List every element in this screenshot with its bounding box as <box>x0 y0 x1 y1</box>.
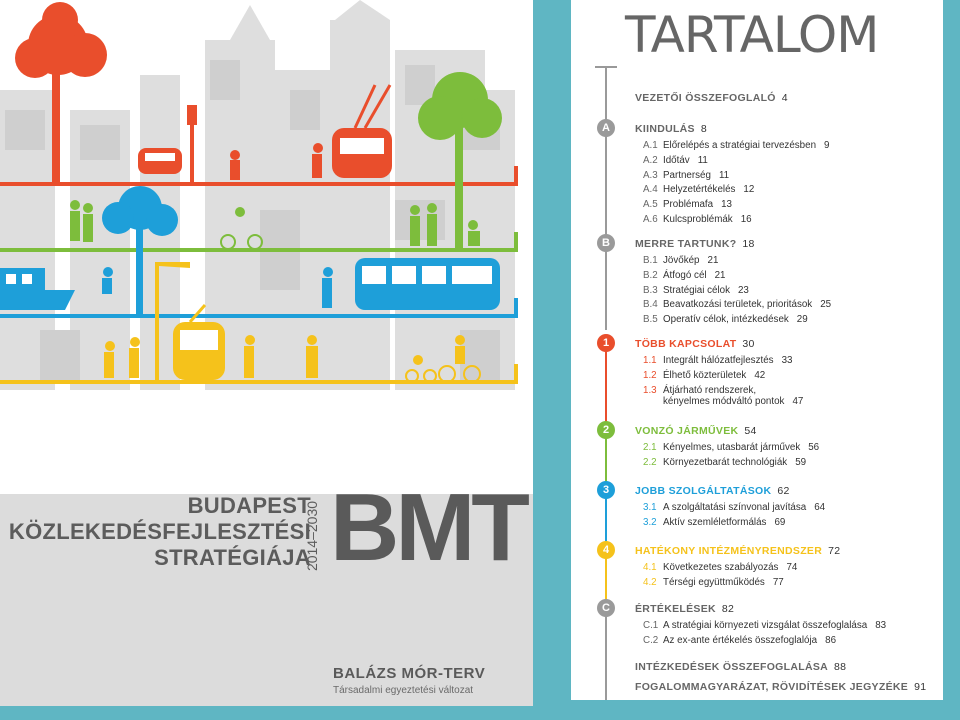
toc-item-code: B.3 <box>643 284 658 296</box>
toc-section[interactable] <box>635 681 926 693</box>
toc-item-label: Partnerség <box>663 169 711 181</box>
toc-item-label: Integrált hálózatfejlesztés <box>663 355 774 366</box>
title-line-3: STRATÉGIÁJA <box>154 545 311 570</box>
toc-item[interactable] <box>643 635 836 646</box>
toc-item[interactable] <box>643 170 729 181</box>
toc-item-label: Jövőkép <box>663 255 700 266</box>
toc-section[interactable] <box>635 485 790 497</box>
toc-item-label: Kulcsproblémák <box>663 214 733 225</box>
toc-item-page: 11 <box>697 154 708 166</box>
toc-item-code: B.5 <box>643 314 658 326</box>
toc-section-marker: 1 <box>597 334 615 352</box>
toc-item-code: B.1 <box>643 255 658 266</box>
toc-section-title: INTÉZKEDÉSEK ÖSSZEFOGLALÁSA <box>635 661 829 673</box>
toc-item-page: 59 <box>795 456 807 468</box>
bmt-logo: BMT <box>330 474 526 581</box>
toc-item-page: 42 <box>754 369 766 381</box>
toc-item-code: 1.1 <box>643 355 657 366</box>
toc-item-label: Problémafa <box>663 199 714 211</box>
toc-section[interactable] <box>635 603 734 615</box>
toc-section-title: ÉRTÉKELÉSEK <box>635 603 716 615</box>
toc-item[interactable] <box>643 270 725 281</box>
toc-item[interactable] <box>643 155 708 166</box>
toc-item-label: Az ex-ante értékelés összefoglalója <box>663 634 818 646</box>
toc-item-page: 13 <box>721 199 733 211</box>
toc-item[interactable] <box>643 199 732 210</box>
toc-section-page: 72 <box>828 545 841 557</box>
toc-item-label: Operatív célok, intézkedések <box>663 314 789 326</box>
toc-item-code: B.4 <box>643 299 658 311</box>
toc-section-title: FOGALOMMAGYARÁZAT, RÖVIDÍTÉSEK JEGYZÉKE <box>635 681 909 693</box>
toc-item-page: 23 <box>737 284 749 296</box>
toc-section-marker: 3 <box>597 481 615 499</box>
toc-item[interactable] <box>643 502 825 513</box>
toc-timeline-segment <box>605 67 607 330</box>
toc-item-label: Helyzetértékelés <box>663 184 736 196</box>
toc-item-page: 21 <box>714 269 726 281</box>
toc-section-marker: 4 <box>597 541 615 559</box>
toc-item-code: C.2 <box>643 634 659 646</box>
toc-item-label: Kényelmes, utasbarát járművek <box>663 442 801 453</box>
toc-item-page: 56 <box>808 442 820 453</box>
toc-section-page: 4 <box>781 92 788 104</box>
toc-item-code: 1.2 <box>643 369 657 381</box>
toc-section-page: 54 <box>744 425 757 437</box>
toc-item[interactable] <box>643 577 784 588</box>
toc-section-title: MERRE TARTUNK? <box>635 238 737 250</box>
cover-years: 2014–2030 <box>304 500 320 572</box>
toc-item[interactable] <box>643 562 797 573</box>
toc-item-label: A szolgáltatási színvonal javítása <box>663 502 807 513</box>
toc-section-title: KIINDULÁS <box>635 123 695 135</box>
toc-item[interactable] <box>643 442 819 453</box>
toc-item[interactable] <box>643 214 752 225</box>
toc-section-page: 30 <box>742 338 755 350</box>
toc-section[interactable] <box>635 123 707 135</box>
toc-item-page: 9 <box>824 140 830 151</box>
title-line-1: BUDAPEST <box>187 493 311 518</box>
toc-item-label-continued: kényelmes módváltó pontok 47 <box>663 395 804 407</box>
toc-section-page: 18 <box>742 238 755 250</box>
toc-item-label: Térségi együttműködés <box>663 576 765 588</box>
toc-item[interactable] <box>643 314 808 325</box>
toc-item[interactable] <box>643 517 785 528</box>
toc-item-code: 2.1 <box>643 442 657 453</box>
toc-section[interactable] <box>635 425 757 437</box>
toc-item-code: A.3 <box>643 169 658 181</box>
edition-note: Társadalmi egyeztetési változat <box>333 685 474 696</box>
toc-section[interactable] <box>635 338 755 350</box>
toc-item-label: Időtáv <box>663 154 690 166</box>
toc-section-marker: B <box>597 234 615 252</box>
toc-item[interactable] <box>643 299 831 310</box>
toc-item-code: 4.2 <box>643 576 657 588</box>
toc-section-page: 91 <box>914 681 927 693</box>
toc-item-page: 64 <box>814 502 826 513</box>
toc-item-page: 29 <box>796 314 808 326</box>
toc-item-page: 25 <box>820 299 832 311</box>
toc-item-code: A.2 <box>643 154 658 166</box>
toc-section-marker: C <box>597 599 615 617</box>
title-line-2: KÖZLEKEDÉSFEJLESZTÉSI <box>8 519 311 544</box>
toc-item-label: Következetes szabályozás <box>663 562 779 573</box>
toc-item-page: 83 <box>875 620 887 631</box>
toc-item[interactable] <box>643 255 718 266</box>
toc-section[interactable] <box>635 92 788 104</box>
toc-item-code: A.1 <box>643 140 658 151</box>
toc-item-label: A stratégiai környezeti vizsgálat összefoglalása <box>663 620 868 631</box>
toc-section-marker: 2 <box>597 421 615 439</box>
toc-section[interactable] <box>635 545 840 557</box>
toc-item-label: Stratégiai célok <box>663 284 730 296</box>
toc-item-code: A.4 <box>643 184 658 196</box>
toc-item-code: 3.2 <box>643 516 657 528</box>
toc-item-label: Aktív szemléletformálás <box>663 516 767 528</box>
toc-title: TARTALOM <box>625 6 879 64</box>
toc-item-label: Beavatkozási területek, prioritások <box>663 299 813 311</box>
toc-item[interactable] <box>643 184 754 195</box>
publisher-name: BALÁZS MÓR-TERV <box>333 665 486 682</box>
toc-item-code: A.6 <box>643 214 658 225</box>
city-illustration <box>0 0 533 494</box>
toc-item-code: 3.1 <box>643 502 657 513</box>
toc-section-marker: A <box>597 119 615 137</box>
toc-item-page: 12 <box>743 184 755 196</box>
toc-section-title: VONZÓ JÁRMŰVEK <box>635 425 739 437</box>
toc-section[interactable] <box>635 238 755 250</box>
toc-section-page: 62 <box>777 485 790 497</box>
toc-item-code: 1.3 <box>643 384 657 396</box>
toc-item[interactable] <box>643 457 806 468</box>
toc-item-code: A.5 <box>643 199 658 211</box>
toc-item-code: C.1 <box>643 620 659 631</box>
toc-item-page: 11 <box>718 169 730 181</box>
toc-item[interactable] <box>643 355 792 366</box>
toc-item-label: Környezetbarát technológiák <box>663 456 788 468</box>
toc-section-title: TÖBB KAPCSOLAT <box>635 338 737 350</box>
toc-item-page: 47 <box>792 395 804 407</box>
toc-item-page: 86 <box>825 634 837 646</box>
toc-section-page: 88 <box>834 661 847 673</box>
toc-timeline-segment <box>605 603 607 700</box>
toc-item[interactable] <box>643 370 765 381</box>
toc-section[interactable] <box>635 661 846 673</box>
toc-item-page: 16 <box>740 214 752 225</box>
toc-page <box>571 0 943 700</box>
toc-item[interactable] <box>643 285 749 296</box>
toc-item-page: 77 <box>772 576 784 588</box>
toc-item-label: Előrelépés a stratégiai tervezésben <box>663 140 817 151</box>
toc-section-page: 82 <box>721 603 735 615</box>
toc-section-page: 8 <box>700 123 708 135</box>
toc-item-label: Élhető közterületek <box>663 369 747 381</box>
toc-item-page: 33 <box>781 355 793 366</box>
toc-item-page: 69 <box>774 516 786 528</box>
toc-item-label: Átjárható rendszerek, <box>663 384 757 396</box>
toc-item-code: 2.2 <box>643 456 657 468</box>
toc-item[interactable] <box>643 385 803 407</box>
toc-item[interactable] <box>643 620 886 631</box>
toc-section-title: VEZETŐI ÖSSZEFOGLALÓ <box>635 92 776 104</box>
toc-item-page: 21 <box>707 255 719 266</box>
toc-item-code: B.2 <box>643 269 658 281</box>
toc-item[interactable] <box>643 140 829 151</box>
toc-section-title: JOBB SZOLGÁLTATÁSOK <box>635 485 772 497</box>
toc-section-title: HATÉKONY INTÉZMÉNYRENDSZER <box>635 545 823 557</box>
toc-item-label: Átfogó cél <box>663 269 707 281</box>
cover-title <box>9 493 311 571</box>
toc-item-code: 4.1 <box>643 562 657 573</box>
toc-item-page: 74 <box>786 562 798 573</box>
